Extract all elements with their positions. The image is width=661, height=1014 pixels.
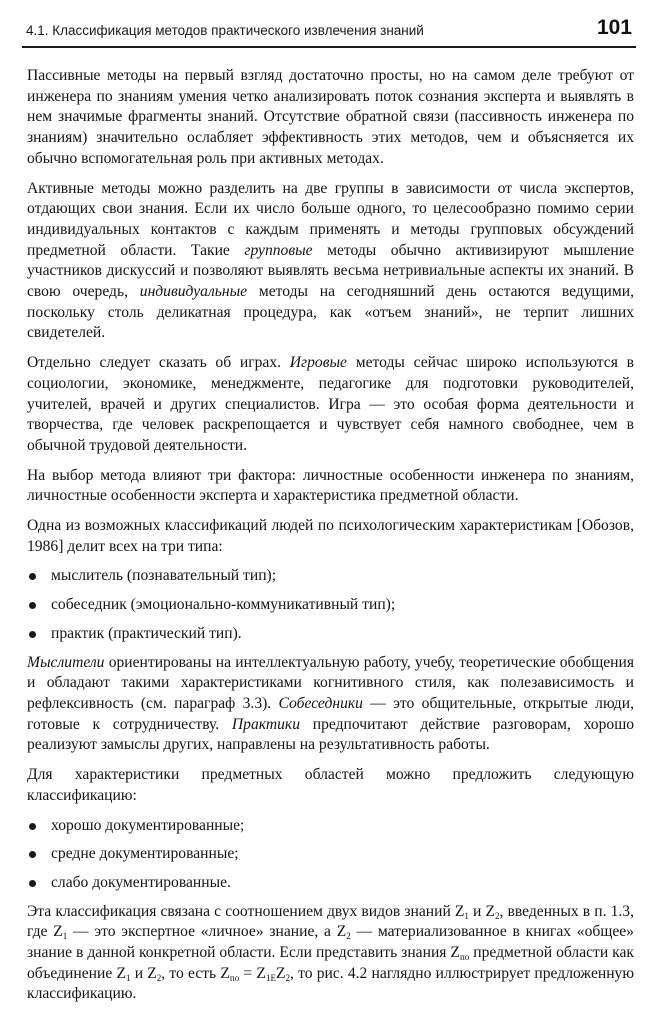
text-run: методы на сегодняшний день остаются ведущими, поскольку столь деликатная процедура, как «отъем знаний», не терпит лишних свидетелей. (27, 283, 634, 342)
text-run: = Z (239, 964, 266, 982)
text-run: Отдельно следует сказать об играх. (27, 354, 290, 372)
list-item-text: собеседник (эмоционально-коммуникативный тип); (51, 596, 396, 614)
body-text (27, 66, 634, 1014)
text-run: , то рис. 4.2 наглядно иллюстрирует предложенную классификацию. (27, 964, 635, 1003)
paragraph-passive-methods: Пассивные методы на первый взгляд достаточно просты, но на самом деле требуют от инженера по знаниям умения четко анализировать поток сознания эксперта и выявлять в нем значимые фрагменты знаний. Отсутствие обратной связи (пассивность инженера по знаниям) значительно ослабляет эффективность этих методов, чем и объясняется их обычно вспомогательная роль при активных методах. (27, 67, 634, 167)
list-item-text: мыслитель (познавательный тип); (51, 567, 277, 585)
list-item (27, 595, 634, 616)
subscript: 1 (62, 931, 68, 942)
text-run: — это экспертное «личное» знание, а Z (67, 923, 347, 941)
subscript: 1 (464, 910, 469, 921)
list-item (27, 566, 634, 587)
text-run: методы обычно активизируют мышление участников дискуссий и позволяют выявлять весьма нетривиальные аспекты их знаний. В свою очередь, (27, 241, 634, 301)
subscript: 1E (265, 972, 276, 983)
emphasis-talkers: Собеседники (278, 694, 363, 712)
bullet-icon (29, 823, 36, 830)
text-run: , то есть Z (161, 964, 230, 982)
text-run: Z (275, 964, 286, 982)
list-item (27, 873, 634, 894)
page-number: 101 (596, 16, 632, 39)
subscript: по (459, 952, 470, 963)
text-run: — материализованное в книгах «общее» знание в данной конкретной области. Если представить знания Z (27, 923, 634, 962)
bullet-icon (29, 602, 36, 609)
text-run: предпочитают действие разговорам, хорошо реализуют замыслы других, направлены на результативность работы. (27, 715, 634, 754)
text-run: предметной области как объединение Z (27, 944, 634, 982)
subscript: 2 (346, 931, 351, 942)
paragraph-thinkers (27, 653, 634, 757)
emphasis-practitioners: Практики (231, 715, 301, 733)
paragraph-active-methods (27, 179, 634, 345)
chapter-section-title: 4.1. Классификация методов практического извлечения знаний (26, 23, 424, 38)
paragraph-factors: На выбор метода влияют три фактора: личностные особенности инженера по знаниям, личностные особенности эксперта и характеристика предметной области. (27, 466, 634, 505)
subscript: по (229, 972, 240, 983)
emphasis-group: групповые (244, 241, 313, 259)
subscript: 2 (156, 972, 162, 983)
subscript: 1 (126, 972, 131, 983)
paragraph-games (27, 353, 634, 457)
domain-types-list (27, 816, 634, 894)
bullet-icon (29, 573, 36, 580)
text-run: — это общительные, открытые люди, готовые к сотрудничеству. (27, 694, 634, 733)
list-item-text: слабо документированные. (51, 873, 231, 891)
text-run: и Z (130, 964, 157, 982)
subscript: 2 (495, 910, 500, 921)
list-item-text: средне документированные; (51, 845, 239, 863)
text-run: ориентированы на интеллектуальную работу, учебу, теоретические обобщения и обладают такими характеристиками когнитивного стиля, как полезависимость и рефлексивность (см. параграф 3.3). (27, 653, 634, 712)
text-run: Эта классификация связана с соотношением двух видов знаний Z (27, 902, 465, 920)
emphasis-thinkers: Мыслители (27, 653, 105, 671)
bullet-icon (29, 880, 36, 887)
text-run: методы сейчас широко используются в социологии, экономике, менеджменте, педагогике для подготовки руководителей, учителей, врачей и других специалистов. Игра — это особая форма деятельности и творчества, где человек раскрепощается и чувствует себя намного свободнее, чем в обычной трудовой деятельности. (27, 354, 634, 454)
text-run: и Z (468, 902, 495, 920)
paragraph-classification-people: Одна из возможных классификаций людей по психологическим характеристикам [Обозов, 1986] делит всех на три типа: (27, 517, 634, 555)
list-item-text: хорошо документированные; (51, 816, 245, 834)
bullet-icon (29, 631, 36, 638)
bullet-icon (29, 851, 36, 858)
emphasis-game: Игровые (289, 354, 347, 372)
person-types-list (27, 566, 634, 644)
list-item (27, 624, 634, 645)
paragraph-knowledge-types (27, 902, 634, 1006)
subscript: 2 (285, 972, 290, 983)
paragraph-domain-classification: Для характеристики предметных областей можно предложить следующую классификацию: (27, 766, 634, 804)
text-run: Активные методы можно разделить на две группы в зависимости от числа экспертов, отдающих свои знания. Если их число больше одного, то целесообразно помимо серии индивидуальных контактов с каждым применять и методы групповых обсуждений предметной области. Такие (27, 179, 634, 259)
emphasis-individual: индивидуальные (139, 283, 248, 301)
text-run: , введенных в п. 1.3, где Z (27, 902, 634, 941)
list-item (27, 844, 634, 865)
list-item-text: практик (практический тип). (51, 624, 242, 642)
list-item (27, 816, 634, 837)
running-header (22, 14, 636, 48)
